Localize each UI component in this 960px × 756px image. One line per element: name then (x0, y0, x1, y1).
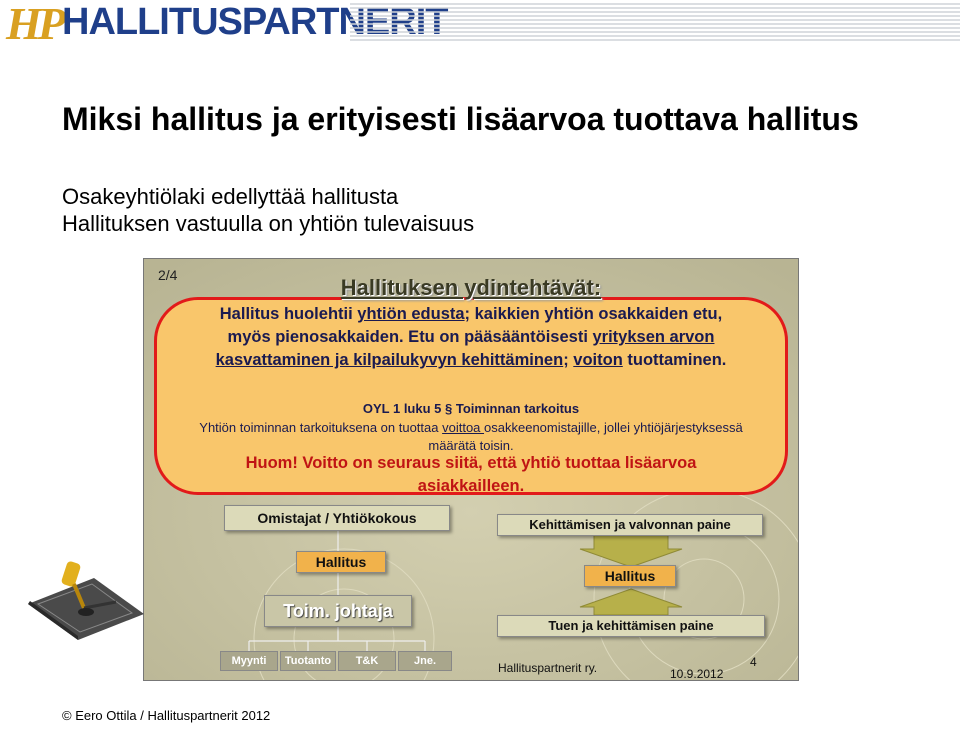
page-title: Miksi hallitus ja erityisesti lisäarvoa tuottava hallitus (62, 101, 859, 137)
slide-footer-date: 10.9.2012 (670, 667, 724, 681)
box-omistajat: Omistajat / Yhtiökokous (224, 505, 450, 531)
brand-name: HALLITUSPARTNERIT (62, 1, 448, 43)
board-duty-text: Hallitus huolehtii yhtiön edusta; kaikkien yhtiön osakkaiden etu, myös pienosakkaiden. Etu on pääsääntöisesti yrityksen arvon kasvattaminen ja kilpailukyvyn kehittäminen; voiton tuottaminen. (215, 305, 727, 369)
box-unit-jne: Jne. (398, 651, 452, 671)
box-tuen-paine: Tuen ja kehittämisen paine (497, 615, 765, 637)
huom-note: Huom! Voitto on seuraus siitä, että yhtiö tuottaa lisäarvoa asiakkailleen. (245, 454, 697, 495)
oyl-title: OYL 1 luku 5 § Toiminnan tarkoitus (362, 401, 580, 416)
box-toim-johtaja: Toim. johtaja (264, 595, 412, 627)
slide-footer-number: 4 (750, 655, 757, 669)
box-unit-tk: T&K (338, 651, 396, 671)
logo-mark: HP (6, 0, 62, 49)
box-hallitus-right: Hallitus (584, 565, 676, 587)
copyright-text: © Eero Ottila / Hallituspartnerit 2012 (62, 708, 271, 723)
slide-footer-org: Hallituspartnerit ry. (498, 661, 598, 675)
box-unit-myynti: Myynti (220, 651, 278, 671)
embedded-slide (143, 258, 799, 681)
oyl-body: Yhtiön toiminnan tarkoituksena on tuottaa voittoa osakkeenomistajille, jollei yhtiöjärjestyksessä määrätä toisin. (199, 420, 743, 453)
subtitle-2: Hallituksen vastuulla on yhtiön tulevaisuus (62, 211, 475, 236)
box-hallitus-left: Hallitus (296, 551, 386, 573)
subtitle-1: Osakeyhtiölaki edellyttää hallitusta (62, 184, 399, 209)
box-kehittamisen-paine: Kehittämisen ja valvonnan paine (497, 514, 763, 536)
stamp-icon (24, 558, 148, 640)
box-unit-tuotanto: Tuotanto (280, 651, 336, 671)
slide-heading: Hallituksen ydintehtävät: (340, 275, 602, 300)
header-decorative-lines (350, 0, 960, 44)
slide-page-number: 2/4 (158, 267, 178, 283)
